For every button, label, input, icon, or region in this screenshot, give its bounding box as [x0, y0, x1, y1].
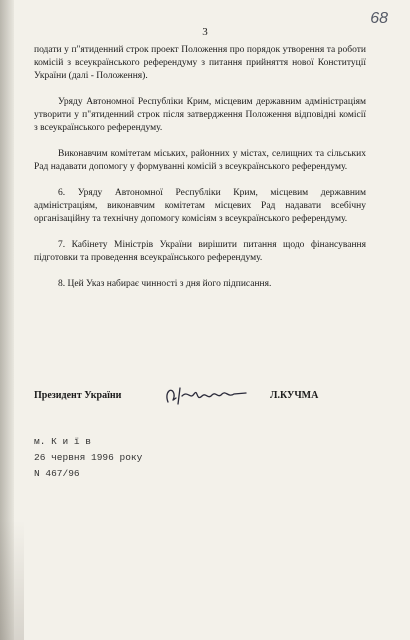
president-name: Л.КУЧМА: [270, 390, 319, 401]
archive-handwritten-number: 68: [370, 10, 388, 27]
paragraph-continuation: подати у п"ятиденний строк проект Положення про порядок утворення та роботи комісій з всеукраїнського референдуму з питання прийняття нової Конституції України (далі - Положення).: [34, 45, 366, 81]
paragraph-executive-committees: Виконавчим комітетам міських, районних у містах, селищних та сільських Рад надавати допомогу у формуванні комісій з всеукраїнського референдуму.: [34, 149, 366, 172]
paragraph-6: 6. Уряду Автономної Республіки Крим, місцевим державним адміністраціям, виконавчим комітетам місцевих Рад надавати всебічну організаційну та технічну допомогу комісіям з всеукраїнського референдуму.: [34, 188, 366, 224]
paragraph-8: 8. Цей Указ набирає чинності з дня його підписання.: [58, 279, 272, 289]
president-title: Президент України: [34, 390, 122, 401]
paragraph-crimea-commissions: Уряду Автономної Республіки Крим, місцевим державним адміністраціям утворити у п"ятиденний строк після затвердження Положення відповідні комісії з всеукраїнського референдуму.: [34, 97, 366, 133]
issue-date: 26 червня 1996 року: [34, 452, 143, 463]
issue-city: м. К и ї в: [34, 436, 92, 447]
handwritten-signature: [162, 382, 254, 408]
decree-meta: [34, 434, 142, 482]
paragraph-7: 7. Кабінету Міністрів України вирішити питання щодо фінансування підготовки та проведення всеукраїнського референдуму.: [34, 240, 366, 263]
decree-number: N 467/96: [34, 468, 80, 479]
page-smudge: [0, 520, 24, 640]
decree-body: [34, 44, 366, 304]
signature-block: [34, 382, 374, 410]
page-number: 3: [202, 26, 208, 38]
